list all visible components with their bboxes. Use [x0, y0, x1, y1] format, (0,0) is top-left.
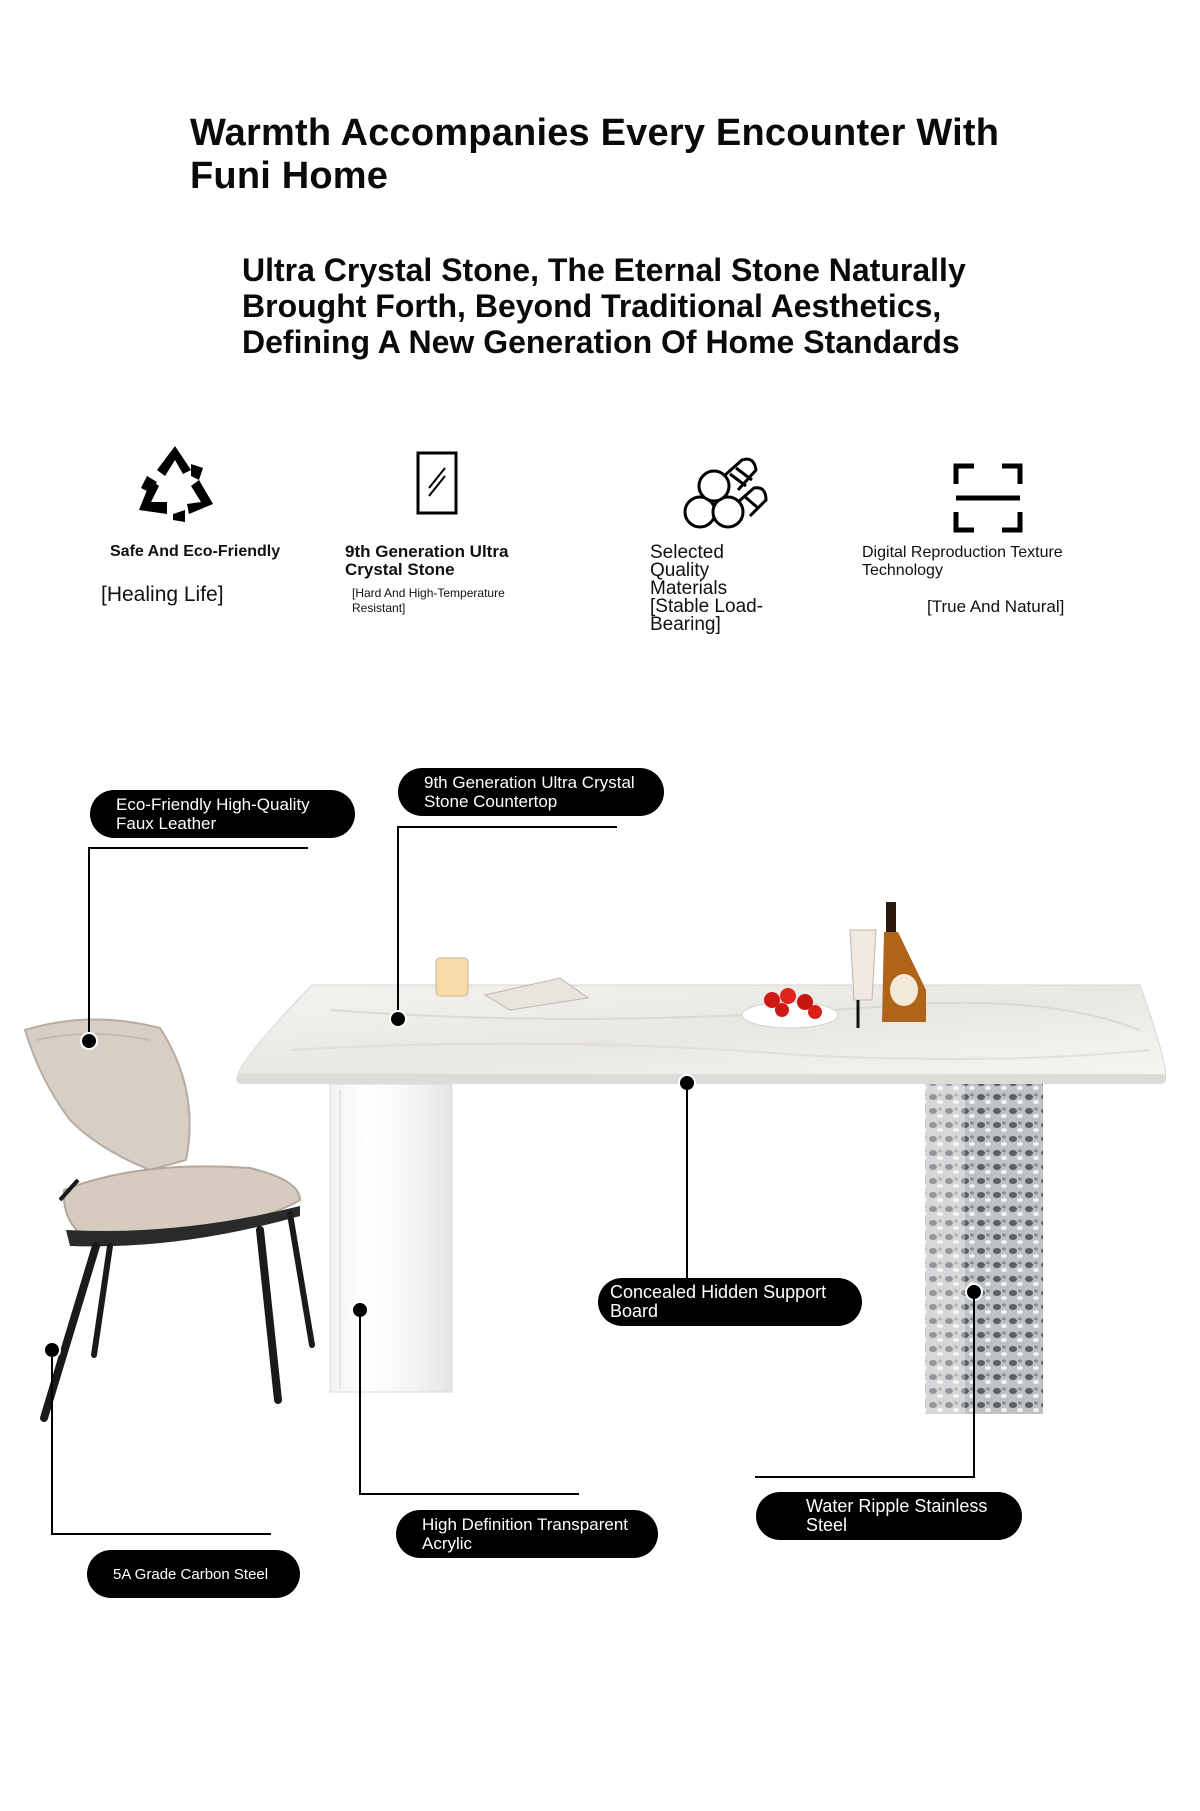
leader-line: [397, 826, 617, 828]
feature-materials-title: Selected Quality Materials: [650, 542, 728, 599]
feature-materials-subtitle: [Stable Load-Bearing]: [650, 596, 764, 635]
leader-line: [88, 847, 90, 1041]
callout-faux-leather: Eco-Friendly High-Quality Faux Leather: [90, 790, 355, 838]
feature-eco-subtitle: [Healing Life]: [101, 583, 224, 606]
stacked-pipes-icon: [680, 450, 770, 534]
leader-line: [686, 1083, 688, 1280]
leader-line: [51, 1533, 271, 1535]
feature-crystal-stone-title: 9th Generation Ultra Crystal Stone: [345, 542, 509, 579]
leader-line: [359, 1493, 579, 1495]
leader-line: [973, 1292, 975, 1478]
feature-materials: [650, 450, 850, 640]
leader-line: [755, 1476, 975, 1478]
callout-dot: [80, 1032, 98, 1050]
feature-texture-subtitle: [True And Natural]: [927, 597, 1065, 616]
page-subheadline: Ultra Crystal Stone, The Eternal Stone Naturally Brought Forth, Beyond Traditional Aesthetics, Defining A New Generation Of Home Standards: [242, 252, 966, 360]
feature-texture: [862, 462, 1122, 632]
leader-line: [397, 826, 399, 1019]
glass-panel-icon: [415, 450, 459, 516]
callout-support-board: Concealed Hidden Support Board: [598, 1278, 862, 1326]
leader-line: [359, 1310, 361, 1495]
callout-countertop: 9th Generation Ultra Crystal Stone Countertop: [398, 768, 664, 816]
leader-line: [88, 847, 308, 849]
callout-carbon-steel: 5A Grade Carbon Steel: [87, 1550, 300, 1598]
leader-line: [51, 1350, 53, 1535]
recycle-icon: [133, 440, 217, 524]
callout-water-ripple: Water Ripple Stainless Steel: [756, 1492, 1022, 1540]
feature-crystal-stone-subtitle: [Hard And High-Temperature Resistant]: [352, 586, 505, 615]
feature-eco-title: Safe And Eco-Friendly: [110, 543, 281, 560]
callout-dot: [389, 1010, 407, 1028]
dining-set-illustration: [0, 880, 1200, 1440]
feature-eco: [100, 440, 300, 620]
feature-texture-title: Digital Reproduction Texture Technology: [862, 544, 1063, 579]
feature-crystal-stone: [345, 450, 545, 630]
page-headline: Warmth Accompanies Every Encounter With Funi Home: [190, 112, 1000, 197]
callout-acrylic: High Definition Transparent Acrylic: [396, 1510, 658, 1558]
scan-frame-icon: [952, 462, 1024, 534]
